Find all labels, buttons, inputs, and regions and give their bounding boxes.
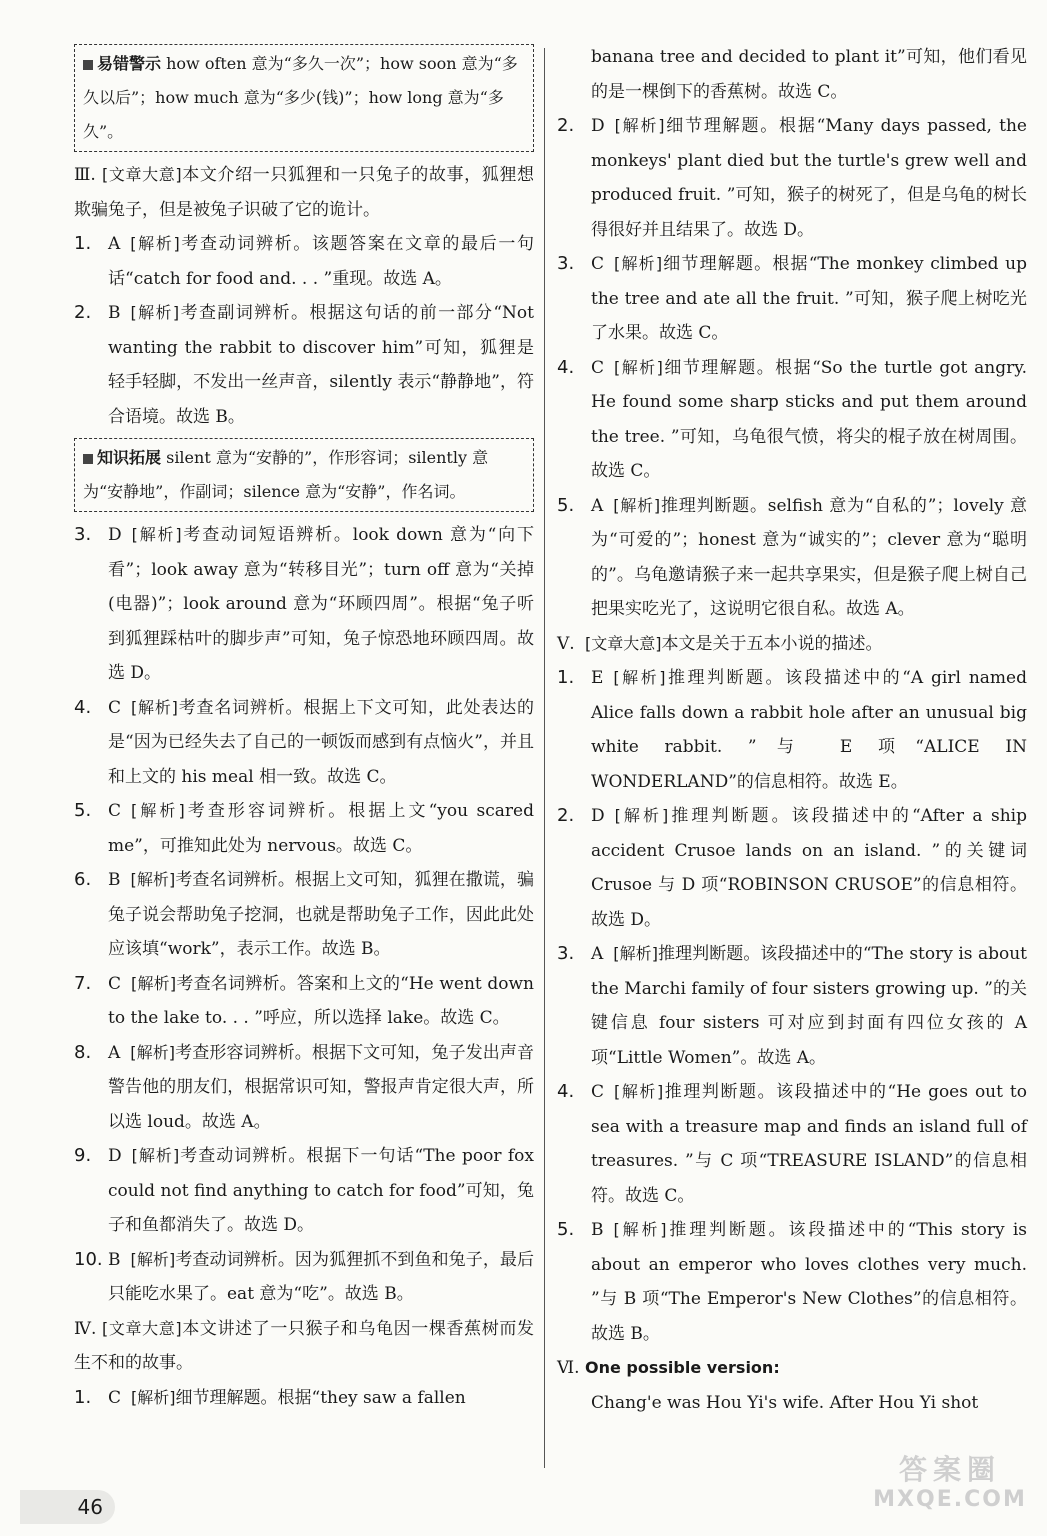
page-number: 46	[20, 1490, 115, 1524]
tip-box-text: silent 意为“安静的”，作形容词；silently 意为“安静地”，作副词；silence 意为“安静”，作名词。	[83, 448, 489, 501]
square-icon	[83, 454, 93, 464]
answer-item: 1. E [解析]推理判断题。该段描述中的“A girl named Alice falls down a rabbit hole after an unusual big white rabbit. ”与 E 项“ALICE IN WONDERLAND”的信息相符。故选 E。	[557, 667, 1027, 792]
answer-continuation: banana tree and decided to plant it”可知，他们看见的是一棵倒下的香蕉树。故选 C。	[591, 47, 1027, 102]
answer-item: 5. B [解析]推理判断题。该段描述中的“This story is about an emperor who loves clothes very much. ”与 B 项“The Emperor's New Clothes”的信息相符。故选 B。	[557, 1219, 1027, 1344]
answer-item: 3. A [解析]推理判断题。该段描述中的“The story is about the Marchi family of four sisters growing up. ”的关键信息 four sisters 可对应到封面有四位女孩的 A 项“Little Women”。故选 A。	[557, 943, 1027, 1068]
site-watermark	[865, 1455, 1035, 1530]
tip-box-title: 知识拓展	[97, 448, 162, 467]
answer-item: 5. C [解析]考查形容词辨析。根据上文“you scared me”，可推知此处为 nervous。故选 C。	[74, 800, 534, 856]
section-5-summary: Ⅴ. [文章大意]本文是关于五本小说的描述。	[557, 633, 883, 654]
tip-box-common-errors	[74, 44, 534, 152]
answer-item: 6. B [解析]考查名词辨析。根据上文可知，狐狸在撒谎，骗兔子说会帮助兔子挖洞，也就是帮助兔子工作，因此此处应该填“work”，表示工作。故选 B。	[74, 869, 534, 959]
answer-item: 1. A [解析]考查动词辨析。该题答案在文章的最后一句话“catch for food and. . . ”重现。故选 A。	[74, 233, 534, 289]
square-icon	[83, 60, 93, 70]
watermark-url: MXQE.COM	[873, 1487, 1027, 1512]
answer-item: 4. C [解析]推理判断题。该段描述中的“He goes out to sea with a treasure map and finds an island full of treasures. ”与 C 项“TREASURE ISLAND”的信息相符。故选 C。	[557, 1081, 1027, 1206]
answer-item: 9. D [解析]考查动词辨析。根据下一句话“The poor fox could not find anything to catch for food”可知，兔子和鱼都消失了。故选 D。	[74, 1145, 534, 1235]
section-3-summary: Ⅲ. [文章大意]本文介绍一只狐狸和一只兔子的故事，狐狸想欺骗兔子，但是被兔子识破了它的诡计。	[74, 165, 534, 220]
tip-box-title: 易错警示	[97, 54, 162, 73]
answer-item: 4. C [解析]细节理解题。根据“So the turtle got angry. He found some sharp sticks and put them around the tree. ”可知，乌龟很气愤，将尖的棍子放在树周围。故选 C。	[557, 356, 1027, 481]
answer-item: 7. C [解析]考查名词辨析。答案和上文的“He went down to the lake to. . . ”呼应，所以选择 lake。故选 C。	[74, 972, 534, 1028]
right-column	[557, 40, 1027, 1420]
left-column	[74, 40, 534, 1415]
section-6-header: Ⅵ. One possible version:	[557, 1358, 780, 1378]
answer-item: 10. B [解析]考查动词辨析。因为狐狸抓不到鱼和兔子，最后只能吃水果了。eat 意为“吃”。故选 B。	[74, 1248, 534, 1304]
sample-essay: Chang'e was Hou Yi's wife. After Hou Yi shot	[591, 1392, 979, 1413]
answer-item: 4. C [解析]考查名词辨析。根据上下文可知，此处表达的是“因为已经失去了自己的一顿饭而感到有点恼火”，并且和上文的 his meal 相一致。故选 C。	[74, 696, 534, 787]
answer-item: 2. D [解析]推理判断题。该段描述中的“After a ship accident Crusoe lands on an island. ”的关键词 Crusoe 与 D 项“ROBINSON CRUSOE”的信息相符。故选 D。	[557, 805, 1027, 930]
answer-item: 8. A [解析]考查形容词辨析。根据下文可知，兔子发出声音警告他的朋友们，根据常识可知，警报声肯定很大声，所以选 loud。故选 A。	[74, 1041, 534, 1132]
tip-box-knowledge-extension	[74, 438, 534, 512]
watermark-logo: 答案圈	[898, 1453, 1001, 1486]
answer-item: 2. D [解析]细节理解题。根据“Many days passed, the monkeys' plant died but the turtle's grew well and produced fruit. ”可知，猴子的树死了，但是乌龟的树长得很好并且结果了。故选 D。	[557, 115, 1027, 240]
answer-item: 2. B [解析]考查副词辨析。根据这句话的前一部分“Not wanting the rabbit to discover him”可知，狐狸是轻手轻脚，不发出一丝声音，silently 表示“静静地”，符合语境。故选 B。	[74, 302, 534, 427]
section-4-summary: Ⅳ. [文章大意]本文讲述了一只猴子和乌龟因一棵香蕉树而发生不和的故事。	[74, 1318, 534, 1373]
column-divider	[544, 48, 545, 1468]
answer-item: 3. C [解析]细节理解题。根据“The monkey climbed up the tree and ate all the fruit. ”可知，猴子爬上树吃光了水果。故选 C。	[557, 253, 1027, 343]
answer-item: 3. D [解析]考查动词短语辨析。look down 意为“向下看”；look away 意为“转移目光”；turn off 意为“关掉(电器)”；look around 意为“环顾四周”。根据“兔子听到狐狸踩枯叶的脚步声”可知，兔子惊恐地环顾四周。故选 D。	[74, 524, 534, 683]
answer-item: 5. A [解析]推理判断题。selfish 意为“自私的”；lovely 意为“可爱的”；honest 意为“诚实的”；clever 意为“聪明的”。乌龟邀请猴子来一起共享果实，但是猴子爬上树自己把果实吃光了，这说明它很自私。故选 A。	[557, 494, 1027, 619]
answer-item: 1. C [解析]细节理解题。根据“they saw a fallen	[74, 1386, 466, 1408]
tip-box-text: how often 意为“多久一次”；how soon 意为“多久以后”；how much 意为“多少(钱)”；how long 意为“多久”。	[83, 54, 518, 141]
